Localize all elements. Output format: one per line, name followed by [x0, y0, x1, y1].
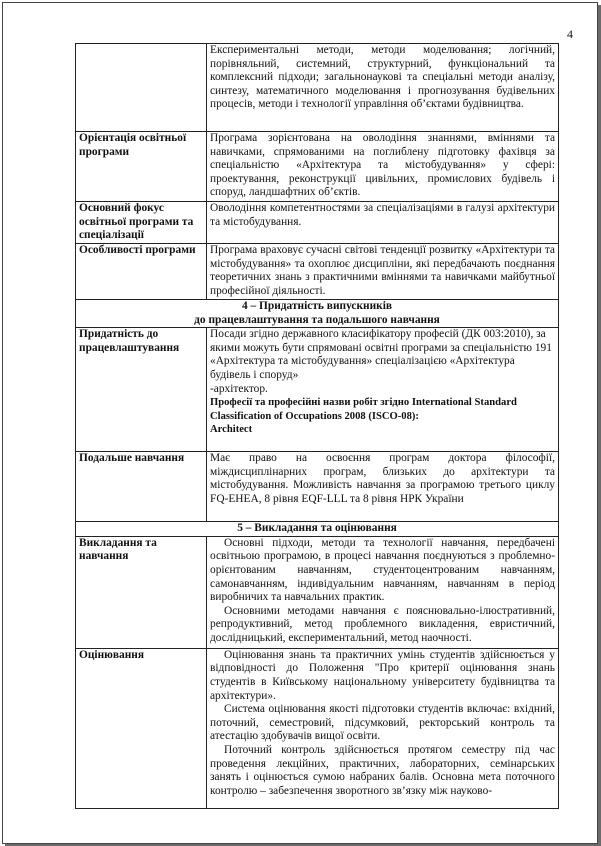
assessment-paragraph-1: Оцінювання знань та практичних умінь студентів здійснюється у відповідності до Положення "Про критерії оцінювання знань студентів в Київському національному університету будівництва та архітектури». [210, 648, 555, 702]
features-text: Програма враховує сучасні світові тенденції розвитку «Архітектури та містобудування» та охоплює дисципліни, які передбачають поєднання теоретичних знань з практичними вміннями та навичками майбутньої професійної діяльності. [207, 244, 559, 300]
assessment-paragraph-3: Поточний контроль здійснюється протягом семестру під час проведення лекційних, практичних, лабораторних, семінарських занять і оцінюється сумою набраних балів. Основна мета поточного контролю – забезпечення зворотного зв’язку між науково- [210, 743, 555, 797]
further-study-text: Має право на освоєння програм доктора філософії, міждисциплінарних програм, близьких до архітектури та містобудування. Можливість навчання за програмою третього циклу FQ-EHEA, 8 рівня EQF-LLL та 8 рівня НРК України [207, 452, 559, 522]
teaching-cell [207, 536, 559, 648]
orientation-text: Програма зорієнтована на оволодіння знаннями, вміннями та навичками, спрямованими на поглиблену підготовку фахівця за спеціальністю «Архітектура та містобудування» у сфері: проектування, реконструкції цивільних, промислових будівель і споруд, ландшафтних об’єктів. [207, 132, 559, 202]
table-row [76, 522, 559, 537]
section-5-title: 5 – Викладання та оцінювання [237, 522, 397, 535]
further-study-label: Подальше навчання [76, 452, 207, 522]
focus-label: Основний фокус освітньої програми та спеціалізації [76, 202, 207, 244]
section-4-heading [76, 300, 559, 328]
teaching-label: Викладання та навчання [76, 536, 207, 648]
table-row [76, 300, 559, 328]
section-4-title-line1: 4 – Придатність випускників [241, 300, 393, 312]
table-row [76, 244, 559, 300]
page-number: 4 [567, 27, 573, 41]
employability-line1: Посади згідно державного класифікатору професій (ДК 003:2010), за якими можуть бути спрямовані освітні програми за спеціальністю 191 «Архітектура та містобудування» спеціалізацією «Архітектура будівель і споруд» [210, 328, 552, 381]
table-row [76, 132, 559, 202]
features-label: Особливості програми [76, 244, 207, 300]
program-table [75, 43, 559, 809]
employability-label: Придатність до працевлаштування [76, 328, 207, 452]
table-row [76, 452, 559, 522]
isco-heading: Професії та професійні назви робіт згідно International Standard Classification of Occupations 2008 (ISCO-08): [210, 397, 517, 422]
table-row [76, 328, 559, 452]
teaching-paragraph-1: Основні підходи, методи та технології навчання, передбачені освітньою програмою, в процесі навчання поєднуються з проблемно-орієнтованим навчанням, студентоцентрованим навчанням, самонавчанням, індивідуальним навчанням, навчанням в період виробничих та навчальних практик. [210, 536, 555, 604]
section-5-heading [76, 522, 559, 537]
document-page [2, 2, 598, 844]
table-row [76, 44, 559, 132]
row-label-empty [76, 44, 207, 132]
assessment-paragraph-2: Система оцінювання якості підготовки студентів включає: вхідний, поточний, семестровий, підсумковий, ректорський контроль та атестацію здобувачів вищої освіти. [210, 703, 555, 743]
section-4-title-line2: до працевлаштування та подальшого навчання [194, 313, 440, 326]
assessment-label: Оцінювання [76, 648, 207, 808]
methods-text: Експериментальні методи, методи моделювання; логічний, порівняльний, системний, структурний, функціональний та комплексний підходи; загальнонаукові та спеціальні методи аналізу, синтезу, математичного моделювання і прогнозування будівельних процесів, методи і технології управління об’єктами будівництва. [207, 44, 559, 132]
isco-occupation: Architect [210, 423, 253, 435]
employability-cell [207, 328, 559, 452]
table-row [76, 648, 559, 808]
teaching-paragraph-2: Основними методами навчання є пояснювально-ілюстративний, репродуктивний, метод проблемного викладення, евристичний, дослідницький, експериментальний, метод наочності. [210, 604, 555, 644]
assessment-cell [207, 648, 559, 808]
employability-line2: -архітектор. [210, 382, 268, 395]
table-row [76, 536, 559, 648]
orientation-label: Орієнтація освітньої програми [76, 132, 207, 202]
table-row [76, 202, 559, 244]
focus-text: Оволодіння компетентностями за спеціалізаціями в галузі архітектури та містобудування. [207, 202, 559, 244]
